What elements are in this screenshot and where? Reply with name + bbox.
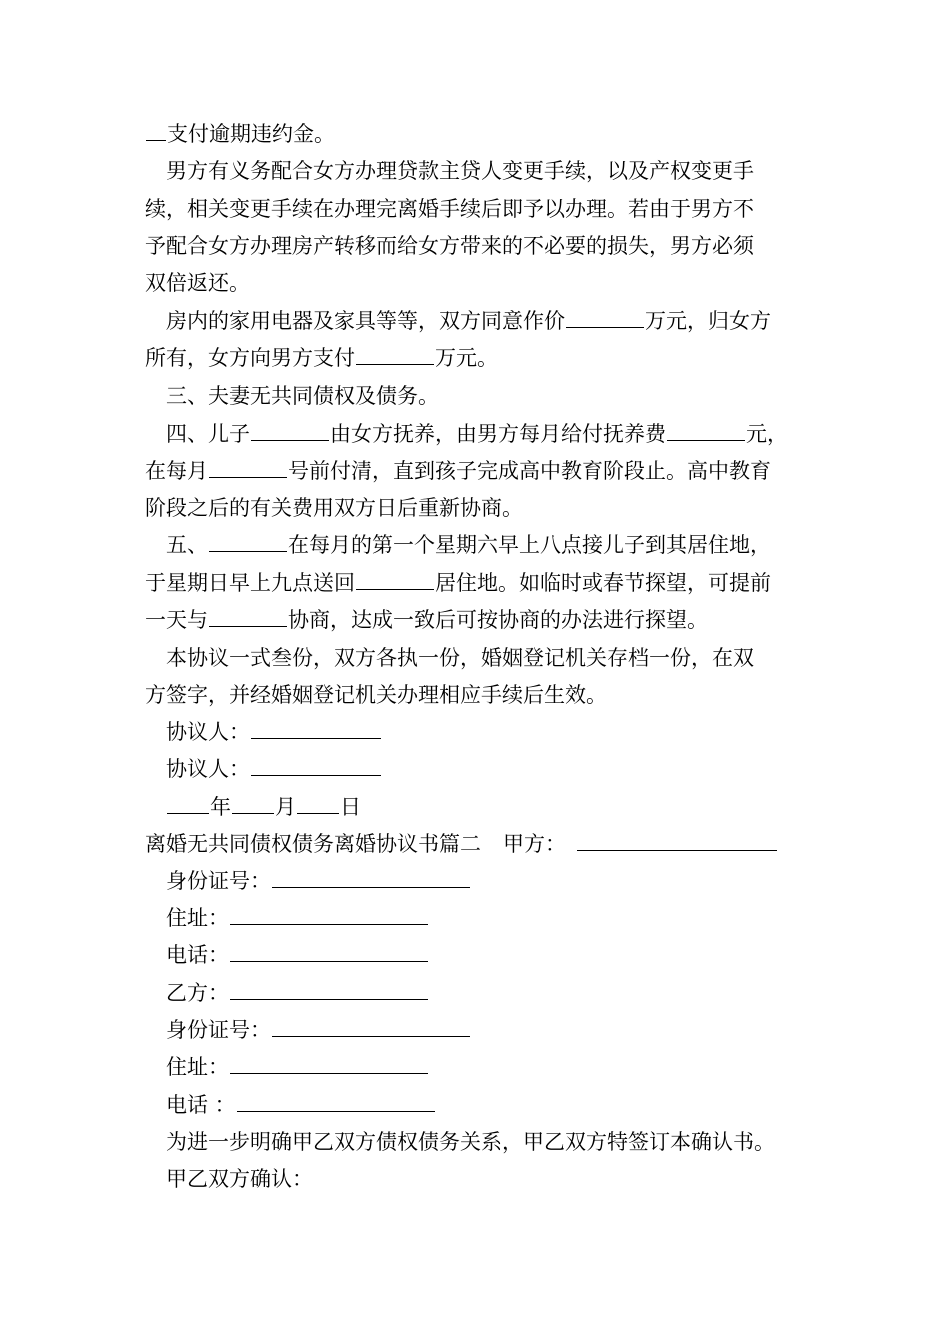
text: 元，: [746, 422, 788, 446]
field-line: [166, 1012, 471, 1049]
text: 于星期日早上九点送回: [145, 571, 355, 595]
text: 支付逾期违约金。: [167, 122, 335, 146]
field-line: [166, 1049, 429, 1086]
paragraph-line: [145, 490, 523, 527]
field-line: [166, 900, 429, 937]
text: 万元，归女方: [645, 309, 771, 333]
field-label: 住址：: [166, 906, 229, 930]
paragraph-line: [166, 1124, 775, 1161]
section-title-line: [145, 826, 778, 863]
text: 房内的家用电器及家具等等，双方同意作价: [166, 309, 565, 333]
paragraph-line: [145, 677, 607, 714]
signature-line: [166, 751, 382, 788]
text: 予配合女方办理房产转移而给女方带来的不必要的损失，男方必须: [145, 234, 754, 258]
fill-blank: [146, 119, 166, 141]
date-line: [166, 789, 361, 826]
paragraph-line: [166, 153, 754, 190]
paragraph-line: [166, 640, 754, 677]
paragraph-line: [145, 265, 250, 302]
fill-blank: [209, 456, 287, 478]
text: 双倍返还。: [145, 271, 250, 295]
text: 在每月: [145, 459, 208, 483]
fill-blank: [566, 306, 644, 328]
document-title: 离婚无共同债权债务离婚协议书篇二: [145, 832, 481, 856]
paragraph-line: [145, 228, 754, 265]
day-blank: [297, 792, 339, 814]
text: 由女方抚养，由男方每月给付抚养费: [330, 422, 666, 446]
text: 在每月的第一个星期六早上八点接儿子到其居住地，: [288, 533, 771, 557]
text: 男方有义务配合女方办理贷款主贷人变更手续，以及产权变更手: [166, 159, 754, 183]
signature-blank: [251, 717, 381, 739]
day-label: 日: [340, 795, 361, 819]
text: 方签字，并经婚姻登记机关办理相应手续后生效。: [145, 683, 607, 707]
fill-blank: [356, 568, 434, 590]
paragraph-line: [166, 303, 771, 340]
signer-label: 协议人：: [166, 757, 250, 781]
party-a-blank: [577, 829, 777, 851]
text: 万元。: [435, 346, 498, 370]
field-label: 乙方：: [166, 981, 229, 1005]
paragraph-line: [145, 116, 335, 153]
field-label: 住址：: [166, 1055, 229, 1079]
field-line: [166, 863, 471, 900]
field-label: 身份证号：: [166, 1018, 271, 1042]
text: 居住地。如临时或春节探望，可提前: [435, 571, 771, 595]
field-line: [166, 1087, 436, 1124]
paragraph-line: [166, 1161, 313, 1198]
text: 号前付清，直到孩子完成高中教育阶段止。高中教育: [288, 459, 771, 483]
text: 四、儿子: [166, 422, 250, 446]
text: 续，相关变更手续在办理完离婚手续后即予以办理。若由于男方不: [145, 197, 754, 221]
signature-blank: [251, 754, 381, 776]
paragraph-line: [145, 602, 708, 639]
paragraph-line: [166, 416, 788, 453]
address-blank: [230, 903, 428, 925]
paragraph-line: [166, 527, 771, 564]
signer-label: 协议人：: [166, 720, 250, 744]
paragraph-line: [145, 340, 498, 377]
text: 为进一步明确甲乙双方债权债务关系，甲乙双方特签订本确认书。: [166, 1130, 775, 1154]
text: 五、: [166, 533, 208, 557]
field-line: [166, 937, 429, 974]
field-line: [166, 975, 429, 1012]
fill-blank: [209, 530, 287, 552]
paragraph-line: [145, 191, 754, 228]
month-blank: [232, 792, 274, 814]
text: 协商，达成一致后可按协商的办法进行探望。: [288, 608, 708, 632]
fill-blank: [251, 419, 329, 441]
paragraph-line: [145, 453, 771, 490]
party-b-blank: [230, 978, 428, 1000]
text: 本协议一式叁份，双方各执一份，婚姻登记机关存档一份，在双: [166, 646, 754, 670]
year-label: 年: [210, 795, 231, 819]
fill-blank: [667, 419, 745, 441]
field-label: 身份证号：: [166, 869, 271, 893]
signature-line: [166, 714, 382, 751]
phone-blank: [230, 940, 428, 962]
address-blank: [230, 1052, 428, 1074]
phone-blank: [237, 1090, 435, 1112]
text: 三、夫妻无共同债权及债务。: [166, 384, 439, 408]
fill-blank: [209, 605, 287, 627]
text: 所有，女方向男方支付: [145, 346, 355, 370]
month-label: 月: [275, 795, 296, 819]
text: 一天与: [145, 608, 208, 632]
id-blank: [272, 866, 470, 888]
year-blank: [167, 792, 209, 814]
field-label: 电话：: [166, 943, 229, 967]
text: 阶段之后的有关费用双方日后重新协商。: [145, 496, 523, 520]
id-blank: [272, 1015, 470, 1037]
fill-blank: [356, 343, 434, 365]
field-label: 电话 ：: [166, 1093, 236, 1117]
field-label: 甲方：: [503, 832, 566, 856]
paragraph-line: [145, 565, 771, 602]
section-heading: [166, 378, 439, 415]
text: 甲乙双方确认：: [166, 1167, 313, 1191]
